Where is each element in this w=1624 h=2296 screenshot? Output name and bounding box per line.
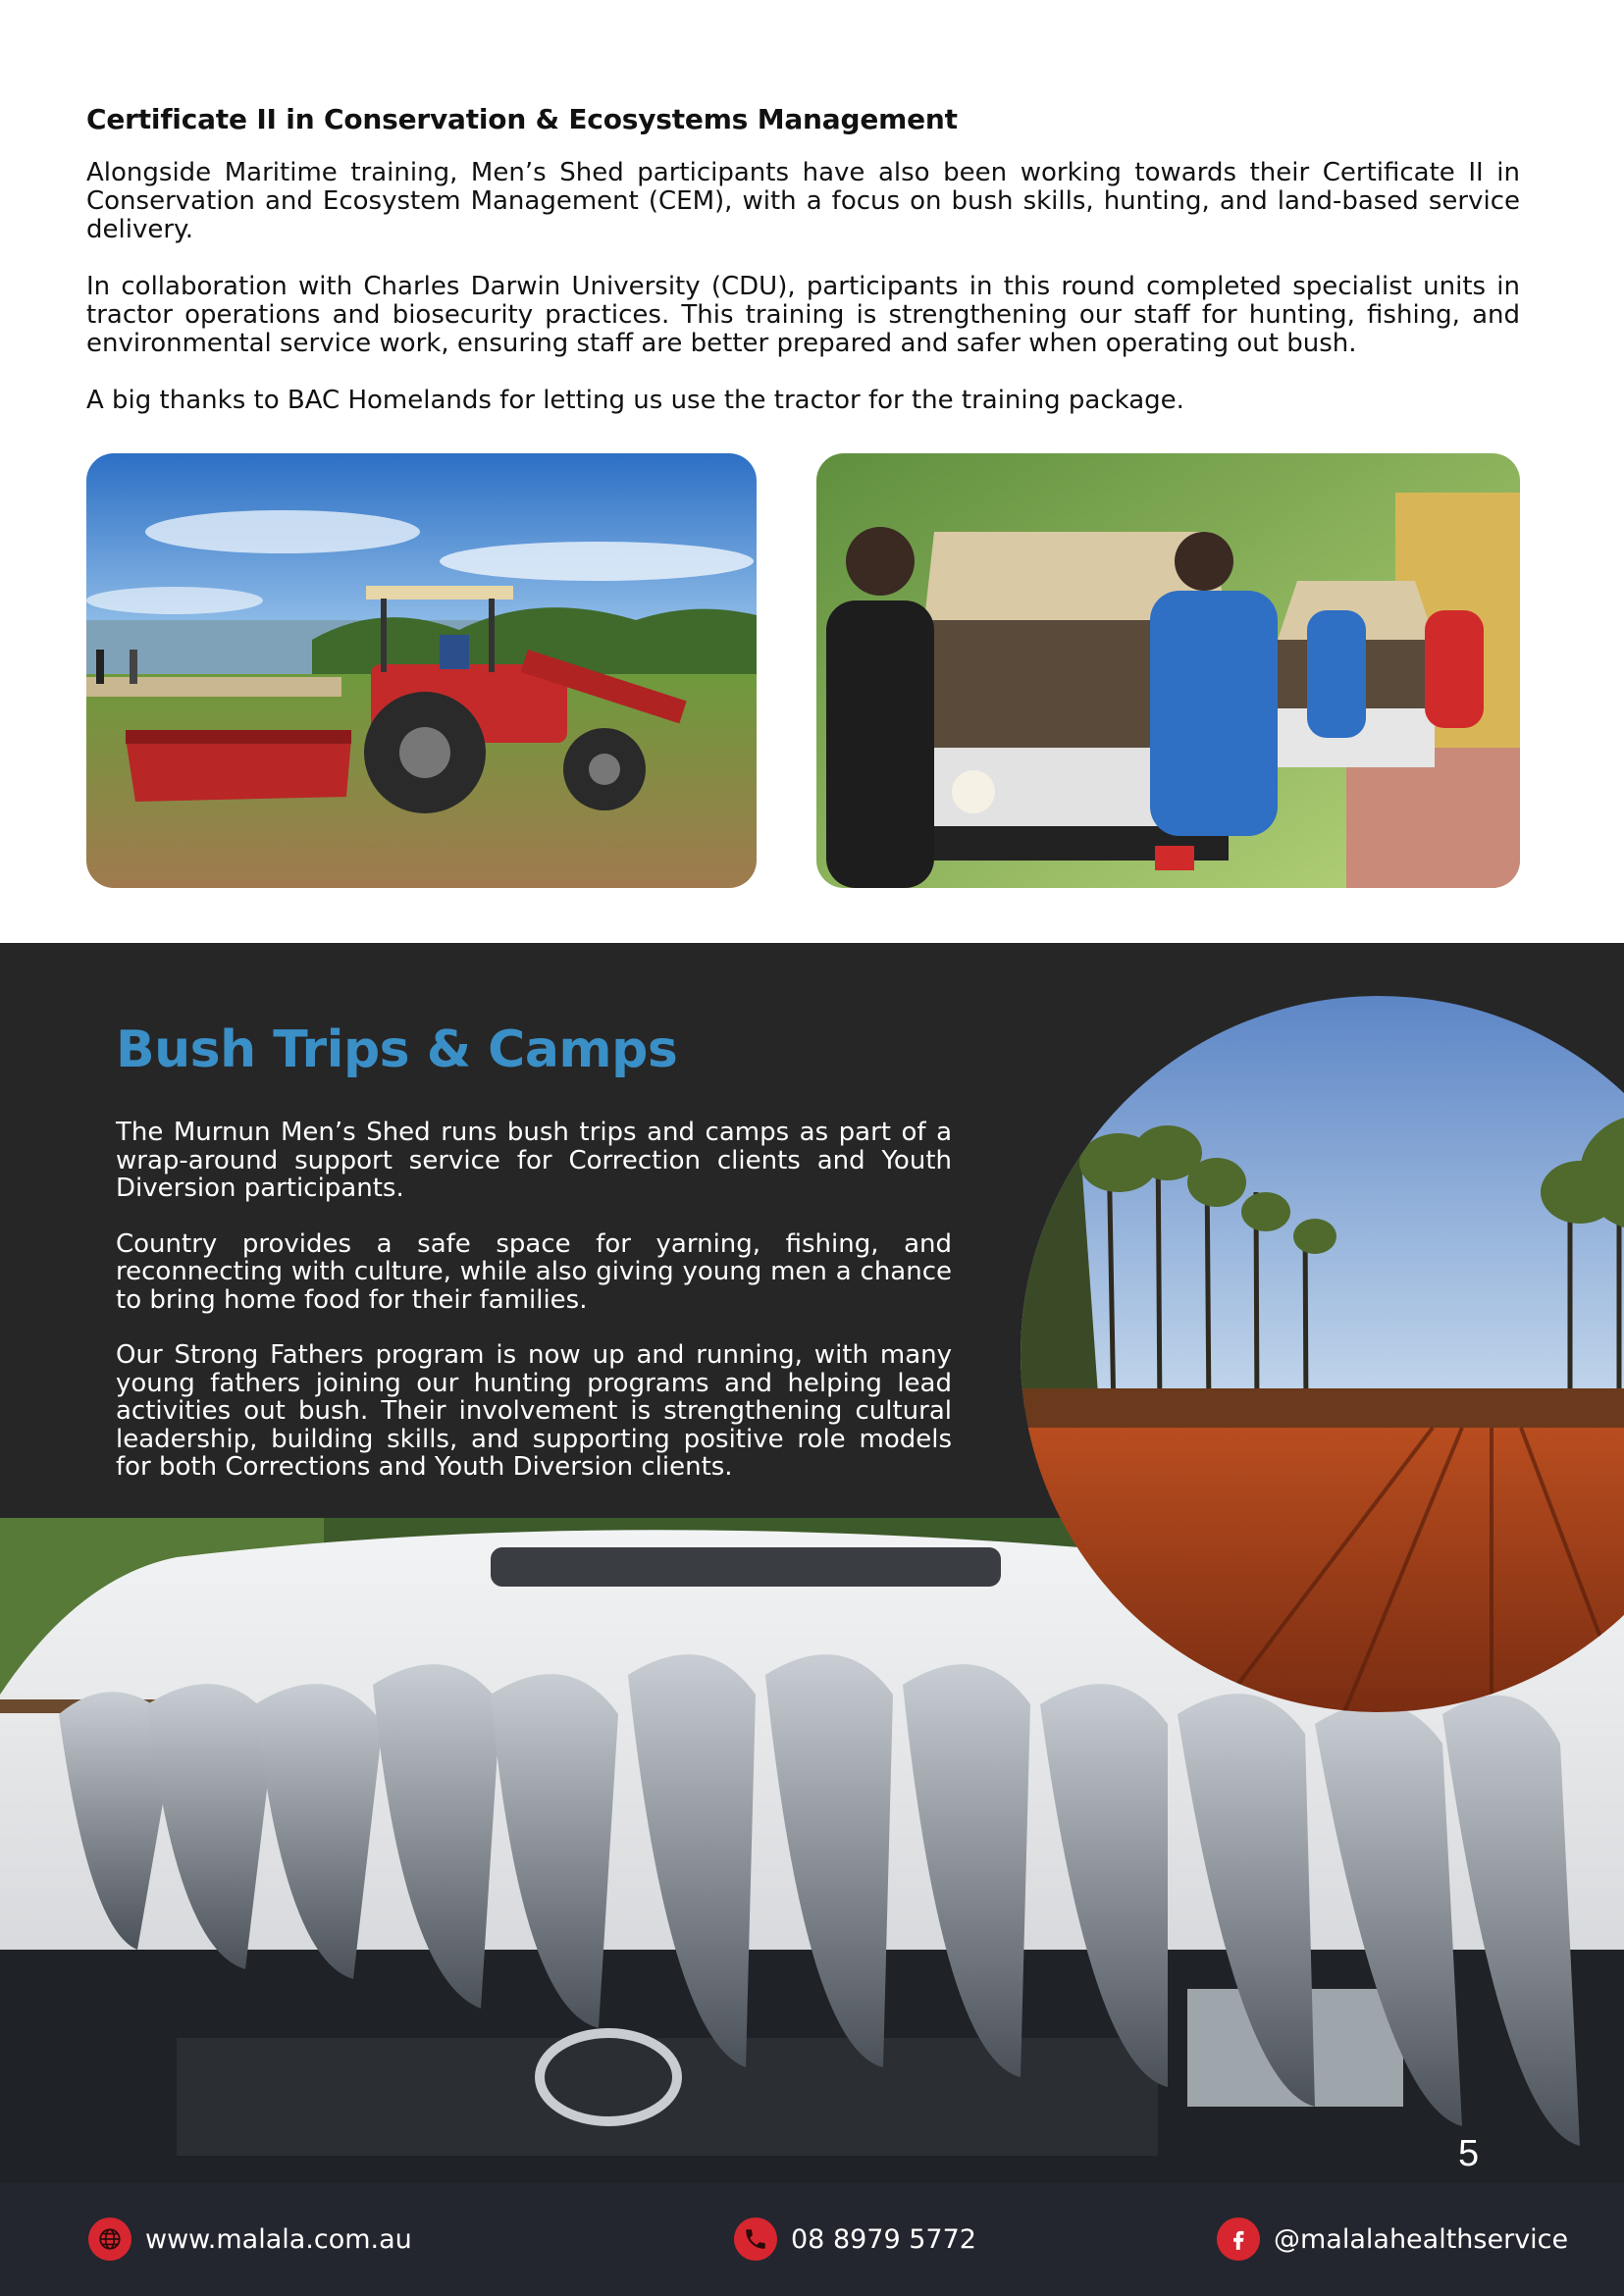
bush-trips-text (116, 1119, 952, 1509)
mechanics-photo (816, 453, 1520, 888)
certificate-heading: Certificate II in Conservation & Ecosystems Management (86, 103, 958, 135)
globe-icon (88, 2218, 131, 2261)
certificate-paragraph: Alongside Maritime training, Men’s Shed participants have also been working towards their Certificate II in Conservation and Ecosystem Management (CEM), with a focus on bush skills, hunting, and land-based service delivery. (86, 158, 1520, 245)
phone-icon (734, 2218, 777, 2261)
footer (0, 2182, 1624, 2296)
certificate-paragraph: In collaboration with Charles Darwin University (CDU), participants in this round completed specialist units in tractor operations and biosecurity practices. This training is strengthening our staff for hunting, fishing, and environmental service work, ensuring staff are better prepared and safer when operating out bush. (86, 272, 1520, 359)
certificate-section (86, 102, 1520, 444)
footer-website-text: www.malala.com.au (145, 2223, 412, 2255)
facebook-icon (1217, 2218, 1260, 2261)
footer-phone-text: 08 8979 5772 (791, 2223, 976, 2255)
certificate-paragraph: A big thanks to BAC Homelands for letting us use the tractor for the training package. (86, 386, 1184, 416)
footer-facebook-text: @malalahealthservice (1274, 2223, 1569, 2255)
footer-website-link[interactable] (88, 2218, 412, 2261)
page-number: 5 (1458, 2133, 1480, 2174)
footer-phone-link[interactable] (734, 2218, 976, 2261)
bush-paragraph: Country provides a safe space for yarning, fishing, and reconnecting with culture, while also giving young men a chance to bring home food for their families. (116, 1228, 952, 1315)
footer-facebook-link[interactable] (1217, 2218, 1568, 2261)
bush-trips-title: Bush Trips & Camps (116, 1020, 678, 1079)
tractor-photo (86, 453, 757, 888)
bush-paragraph: The Murnun Men’s Shed runs bush trips and camps as part of a wrap-around support service for Correction clients and Youth Diversion participants. (116, 1118, 952, 1203)
bush-paragraph: Our Strong Fathers program is now up and running, with many young fathers joining our hunting programs and helping lead activities out bush. Their involvement is strengthening cultural leadership, building skills, and supporting positive role models for both Corrections and Youth Diversion clients. (116, 1340, 952, 1482)
